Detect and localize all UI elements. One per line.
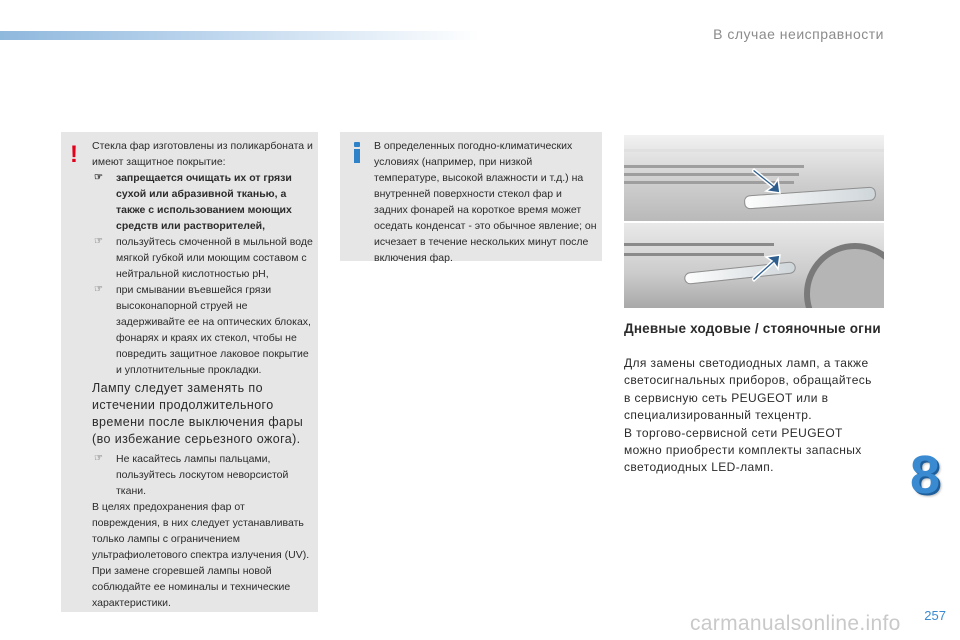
- section-line: в сервисную сеть PEUGEOT или в: [624, 390, 829, 405]
- section-line: специализированный техцентр.: [624, 408, 813, 423]
- section-body: [624, 355, 886, 477]
- info-icon: [350, 142, 364, 164]
- warning-bullet-1: [92, 170, 314, 234]
- section-line: светодиодных LED-ламп.: [624, 460, 774, 475]
- warning-bullet-3: [92, 282, 314, 378]
- warning-exclamation-icon: !: [70, 141, 78, 168]
- car-front-upper-view: [624, 135, 884, 221]
- page-number: 257: [924, 608, 946, 623]
- header-gradient-bar: [0, 31, 480, 40]
- warning-bullet-2: [92, 234, 314, 282]
- info-text: В определенных погодно-климатических условиях (например, при низкой температуре, высокой влажности и т.д.) на внутренней поверхности стекол фар и задних фонарей на короткое время может оседать конденсат - это обычное явление; он исчезает в течение нескольких минут после включения фар.: [374, 140, 597, 264]
- lamp-note: Лампу следует заменять по истечении продолжительного времени после выключения фары (во избежание серьезного ожога).: [92, 381, 304, 446]
- info-box: [340, 132, 602, 264]
- warning-box: [61, 132, 318, 612]
- daytime-lamps-illustration: [624, 135, 884, 308]
- uv-text: В целях предохранения фар от повреждения, в них следует устанавливать только лампы с ограничением ультрафиолетового спектра излучения (UV).: [92, 501, 310, 561]
- replace-text: При замене сгоревшей лампы новой соблюдайте ее номиналы и технические характеристики.: [92, 565, 291, 609]
- section-line: В торгово-сервисной сети PEUGEOT: [624, 425, 843, 440]
- bullet-arrow-icon: ☞: [94, 236, 103, 247]
- section-line: светосигнальных приборов, обращайтесь: [624, 373, 872, 388]
- chapter-title: В случае неисправности: [713, 26, 884, 42]
- section-line: можно приобрести комплекты запасных: [624, 443, 862, 458]
- section-heading: Дневные ходовые / стояночные огни: [624, 321, 881, 336]
- wheel: [804, 243, 884, 308]
- lamp-bullet: [92, 451, 314, 499]
- arrow-pointer-icon: [752, 165, 784, 195]
- warning-bullet-2-text: пользуйтесь смоченной в мыльной воде мягкой губкой или моющим составом с нейтральной кислотностью pH,: [116, 236, 313, 280]
- warning-bullet-1-text: запрещается очищать их от грязи сухой или абразивной тканью, а также с использованием моющих средств или растворителей,: [116, 172, 292, 232]
- lamp-bullet-text: Не касайтесь лампы пальцами, пользуйтесь лоскутом неворсистой ткани.: [116, 453, 289, 497]
- warning-box-text: [92, 138, 314, 611]
- bullet-arrow-icon: ☞: [94, 172, 103, 183]
- warning-bullet-3-text: при смывании въевшейся грязи высоконапорной струей не задерживайте ее на оптических блоках, фонарях и краях их стекол, чтобы не повредить защитное лаковое покрытие и уплотнительные прокладки.: [116, 284, 311, 376]
- bullet-arrow-icon: ☞: [94, 453, 103, 464]
- watermark: carmanualsonline.info: [690, 612, 901, 635]
- car-front-lower-view: [624, 223, 884, 308]
- warning-intro: Стекла фар изготовлены из поликарбоната и имеют защитное покрытие:: [92, 140, 313, 168]
- bullet-arrow-icon: ☞: [94, 284, 103, 295]
- section-line: Для замены светодиодных ламп, а также: [624, 356, 869, 370]
- arrow-pointer-icon: [752, 253, 784, 283]
- chapter-number: 8: [909, 445, 941, 505]
